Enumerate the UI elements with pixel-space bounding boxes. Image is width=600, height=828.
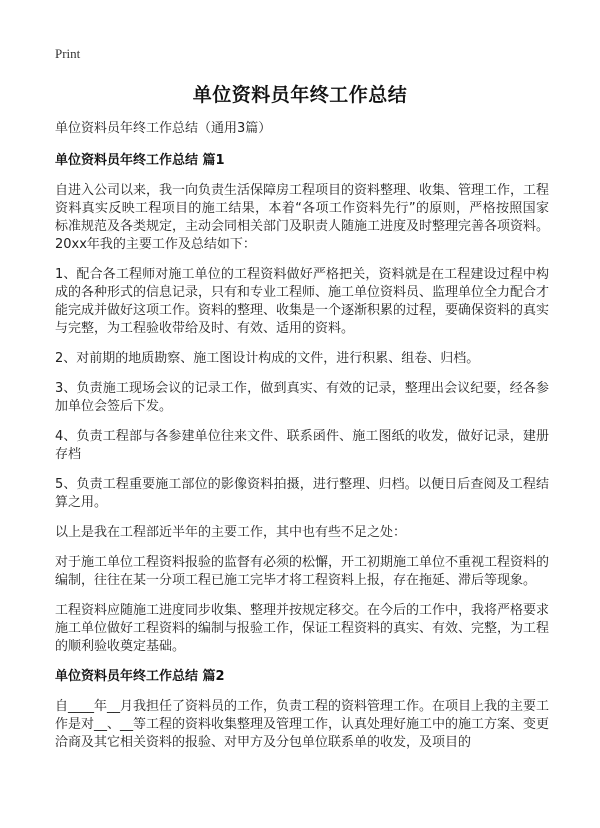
section-2-heading: 单位资料员年终工作总结 篇2: [55, 669, 225, 684]
document-body: [55, 120, 549, 764]
print-link[interactable]: Print: [55, 46, 81, 61]
section-1-heading: 单位资料员年终工作总结 篇1: [55, 153, 225, 168]
document-subtitle: 单位资料员年终工作总结（通用3篇）: [55, 121, 272, 136]
document-title: 单位资料员年终工作总结: [192, 84, 408, 106]
paragraph: 4、负责工程部与各参建单位往来文件、联系函件、施工图纸的收发，做好记录，建册存档: [55, 429, 549, 462]
paragraph: 自进入公司以来，我一向负责生活保障房工程项目的资料整理、收集、管理工作，工程资料真实反映工程项目的施工结果，本着“各项工作资料先行”的原则，严格按照国家标准规范及各类规定，主动会同相关部门及职责人随施工进度及时整理完善各项资料。20xx年我的主要工作及总结如下：: [55, 183, 550, 252]
paragraph: 2、对前期的地质勘察、施工图设计构成的文件，进行积累、组卷、归档。: [55, 351, 480, 366]
paragraph: 5、负责工程重要施工部位的影像资料拍摄，进行整理、归档。以便日后查阅及工程结算之用。: [55, 477, 549, 510]
paragraph: 3、负责施工现场会议的记录工作，做到真实、有效的记录，整理出会议纪要，经各参加单位会签后下发。: [55, 381, 549, 414]
paragraph: 工程资料应随施工进度同步收集、整理并按规定移交。在今后的工作中，我将严格要求施工单位做好工程资料的编制与报验工作，保证工程资料的真实、有效、完整，为工程的顺利验收奠定基础。: [55, 603, 550, 654]
paragraph: 对于施工单位工程资料报验的监督有必须的松懈，开工初期施工单位不重视工程资料的编制，往往在某一分项工程已施工完毕才将工程资料上报，存在拖延、滞后等现象。: [55, 555, 550, 588]
paragraph: 以上是我在工程部近半年的主要工作，其中也有些不足之处：: [55, 525, 407, 540]
paragraph: 1、配合各工程师对施工单位的工程资料做好严格把关，资料就是在工程建设过程中构成的各种形式的信息记录，只有和专业工程师、施工单位资料员、监理单位全力配合才能完成并做好这项工作。资料的整理、收集是一个逐渐积累的过程，要确保资料的真实与完整，为工程验收带给及时、有效、适用的资料。: [55, 267, 550, 336]
paragraph: 自____年__月我担任了资料员的工作，负责工程的资料管理工作。在项目上我的主要工作是对__、__等工程的资料收集整理及管理工作，认真处理好施工中的施工方案、变更洽商及其它相关资料的报验、对甲方及分包单位联系单的收发，及项目的: [55, 699, 550, 750]
